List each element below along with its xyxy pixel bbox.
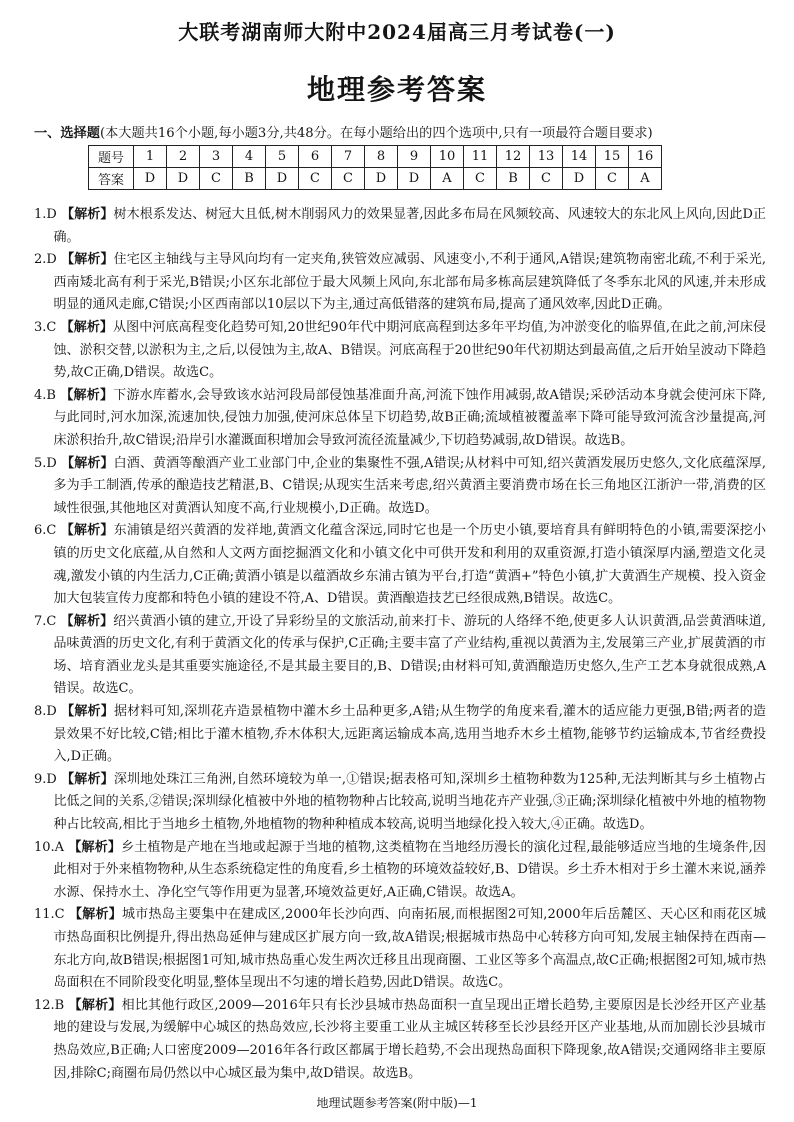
item-number: 12.B xyxy=(34,997,65,1013)
item-number: 6.C xyxy=(34,523,57,539)
list-item xyxy=(34,995,766,1085)
item-number: 8.D xyxy=(34,704,57,720)
cell-answer: C xyxy=(299,168,332,190)
item-number: 7.C xyxy=(34,613,57,629)
analysis-tag: 【解析】 xyxy=(61,455,114,471)
explanations xyxy=(34,204,766,1085)
item-text: 东浦镇是绍兴黄酒的发祥地,黄酒文化蕴含深远,同时它也是一个历史小镇,要培育具有鲜明特色的小镇,需要深挖小镇的历史文化底蕴,从自然和人文两方面挖掘酒文化和小镇文化中可供开发和利用的双重资源,打造小镇深厚内涵,塑造文化灵魂,激发小镇的内生活力,C正确;黄酒小镇是以蕴酒故乡东浦古镇为平台,打造“黄酒+”特色小镇,扩大黄酒生产规模、投入资金加大包装宣传力度都和特色小镇的建设不符,A、D错误。黄酒酿造技艺已经很成熟,B错误。故选C。 xyxy=(53,523,766,607)
row-label-number: 题号 xyxy=(89,146,134,168)
cell-number: 16 xyxy=(629,146,662,168)
item-text: 从图中河底高程变化趋势可知,20世纪90年代中期河底高程到达多年平均值,为冲淤变化的临界值,在此之前,河床侵蚀、淤积交替,以淤积为主,之后,以侵蚀为主,故A、B错误。河底高程于20世纪90年代初期达到最高值,之后开始呈波动下降趋势,故C正确,D错误。故选C。 xyxy=(53,319,766,381)
cell-number: 11 xyxy=(464,146,497,168)
answer-row xyxy=(89,168,662,190)
analysis-tag: 【解析】 xyxy=(61,252,114,268)
list-item xyxy=(34,385,766,453)
list-item xyxy=(34,453,766,521)
cell-answer: B xyxy=(497,168,530,190)
list-item xyxy=(34,701,766,769)
cell-number: 5 xyxy=(266,146,299,168)
question-number-row xyxy=(89,146,662,168)
item-number: 2.D xyxy=(34,252,57,268)
analysis-tag: 【解析】 xyxy=(68,997,122,1013)
cell-answer: A xyxy=(431,168,464,190)
item-number: 3.C xyxy=(34,319,57,335)
cell-number: 15 xyxy=(596,146,629,168)
cell-answer: C xyxy=(596,168,629,190)
list-item xyxy=(34,249,766,317)
cell-number: 13 xyxy=(530,146,563,168)
list-item xyxy=(34,611,766,701)
item-text: 树木根系发达、树冠大且低,树木削弱风力的效果显著,因此多布局在风频较高、风速较大的东北风上风向,因此D正确。 xyxy=(53,207,766,245)
cell-number: 10 xyxy=(431,146,464,168)
cell-answer: D xyxy=(167,168,200,190)
cell-answer: C xyxy=(200,168,233,190)
cell-answer: B xyxy=(233,168,266,190)
item-number: 10.A xyxy=(34,839,65,855)
list-item xyxy=(34,520,766,610)
analysis-tag: 【解析】 xyxy=(68,839,122,855)
list-item xyxy=(34,904,766,994)
item-text: 城市热岛主要集中在建成区,2000年长沙向西、向南拓展,而根据图2可知,2000年后岳麓区、天心区和雨花区城市热岛面积比例提升,得出热岛延伸与建成区扩展方向一致,故A错误;根据城市热岛中心转移方向可知,发展主轴保持在西南—东北方向,故B错误;根据图1可知,城市热岛重心发生两次迁移且出现商圈、工业区等多个高温点,故C正确;根据图2可知,城市热岛面积在不同阶段变化明显,整体呈现出不匀速的增长趋势,因此D错误。故选C。 xyxy=(53,907,766,991)
item-number: 11.C xyxy=(34,907,65,923)
list-item xyxy=(34,769,766,837)
cell-number: 4 xyxy=(233,146,266,168)
cell-number: 8 xyxy=(365,146,398,168)
exam-header: 大联考湖南师大附中2024届高三月考试卷(一) xyxy=(178,20,616,44)
item-text: 白酒、黄酒等酿酒产业工业部门中,企业的集聚性不强,A错误;从材料中可知,绍兴黄酒发展历史悠久,文化底蕴深厚,多为手工制酒,传承的酿造技艺精湛,B、C错误;从现实生活来考虑,绍兴黄酒主要消费市场在长三角地区江浙沪一带,消费的区域性很强,其他地区对黄酒认知度不高,行业规模小,D正确。故选D。 xyxy=(53,455,766,516)
cell-answer: A xyxy=(629,168,662,190)
item-text: 相比其他行政区,2009—2016年只有长沙县城市热岛面积一直呈现出正增长趋势,主要原因是长沙经开区产业基地的建设与发展,为缓解中心城区的热岛效应,长沙将主要重工业从主城区转移至长沙县经开区产业基地,从而加剧长沙县城市热岛效应,B正确;人口密度2009—2016年各行政区都属于增长趋势,不会出现热岛面积下降现象,故A错误;交通网络非主要原因,排除C;商圈布局仍然以中心城区最为集中,故D错误。故选B。 xyxy=(53,997,766,1081)
cell-answer: D xyxy=(563,168,596,190)
analysis-tag: 【解析】 xyxy=(69,907,123,923)
analysis-tag: 【解析】 xyxy=(60,613,114,629)
item-number: 5.D xyxy=(34,455,57,471)
item-text: 乡土植物是产地在当地或起源于当地的植物,这类植物在当地经历漫长的演化过程,最能够适应当地的生境条件,因此相对于外来植物物种,从生态系统稳定性的角度看,乡土植物的环境效益较好,B、D错误。乡土乔木相对于乡土灌木来说,涵养水源、保持水土、净化空气等作用更为显著,环境效益更好,A正确,C错误。故选A。 xyxy=(53,839,767,900)
cell-answer: D xyxy=(266,168,299,190)
item-text: 下游水库蓄水,会导致该水站河段局部侵蚀基准面升高,河流下蚀作用减弱,故A错误;采砂活动本身就会使河床下降,与此同时,河水加深,流速加快,侵蚀力加强,使河床总体呈下切趋势,故B正确;流域植被覆盖率下降可能导致河流含沙量提高,河床淤积抬升,故C错误;沿岸引水灌溉面积增加会导致河流径流量减少,下切趋势减弱,故D错误。故选B。 xyxy=(53,387,766,448)
cell-answer: D xyxy=(365,168,398,190)
cell-number: 7 xyxy=(332,146,365,168)
cell-number: 3 xyxy=(200,146,233,168)
section-label: 一、选择题 xyxy=(34,126,100,141)
item-number: 4.B xyxy=(34,387,56,403)
cell-answer: D xyxy=(134,168,167,190)
page-title: 地理参考答案 xyxy=(306,73,487,106)
analysis-tag: 【解析】 xyxy=(61,207,114,222)
cell-answer: C xyxy=(332,168,365,190)
cell-number: 6 xyxy=(299,146,332,168)
item-text: 绍兴黄酒小镇的建立,开设了异彩纷呈的文旅活动,前来打卡、游玩的人络绎不绝,使更多人认识黄酒,品尝黄酒味道,品味黄酒的历史文化,有利于黄酒文化的传承与保护,C正确;主要丰富了产业结构,重视以黄酒为主,发展第三产业,扩展黄酒的市场、培育酒业龙头是其重要实施途径,不是其最主要目的,B、D错误;由材料可知,黄酒酿造历史悠久,生产工艺本身就很成熟,A错误。故选C。 xyxy=(53,613,766,697)
page-footer: 地理试题参考答案(附中版)—1 xyxy=(316,1096,478,1110)
row-label-answer: 答案 xyxy=(89,168,134,190)
answer-table xyxy=(88,145,662,190)
cell-number: 12 xyxy=(497,146,530,168)
analysis-tag: 【解析】 xyxy=(61,771,114,787)
analysis-tag: 【解析】 xyxy=(60,387,114,403)
cell-number: 14 xyxy=(563,146,596,168)
cell-number: 2 xyxy=(167,146,200,168)
analysis-tag: 【解析】 xyxy=(61,704,114,720)
item-text: 住宅区主轴线与主导风向均有一定夹角,狭管效应减弱、风速变小,不利于通风,A错误;建筑物南密北疏,不利于采光,西南矮北高有利于采光,B错误;小区东北部位于最大风频上风向,东北部布局多栋高层建筑降低了冬季东北风的风速,并未形成明显的通风走廊,C错误;小区西南部以10层以下为主,通过高低错落的建筑布局,提高了通风效率,因此D正确。 xyxy=(53,252,766,313)
cell-answer: D xyxy=(398,168,431,190)
list-item xyxy=(34,837,766,905)
cell-answer: C xyxy=(530,168,563,190)
item-number: 9.D xyxy=(34,771,57,787)
list-item xyxy=(34,317,766,385)
cell-number: 1 xyxy=(134,146,167,168)
section-heading xyxy=(34,122,774,141)
cell-answer: C xyxy=(464,168,497,190)
item-text: 据材料可知,深圳花卉造景植物中灌木乡土品种更多,A错;从生物学的角度来看,灌木的适应能力更强,B错;两者的造景效果不好比较,C错;相比于灌木植物,乔木体积大,远距离运输成本高,选用当地乔木乡土植物,能够节约运输成本,节省经费投入,D正确。 xyxy=(53,704,766,765)
cell-number: 9 xyxy=(398,146,431,168)
item-text: 深圳地处珠江三角洲,自然环境较为单一,①错误;据表格可知,深圳乡土植物种数为125种,无法判断其与乡土植物占比低之间的关系,②错误;深圳绿化植被中外地的植物物种占比较高,说明当地花卉产业强,③正确;深圳绿化植被中外地的植物物种占比较高,相比于当地乡土植物,外地植物的物种种植成本较高,说明当地绿化投入较大,④正确。故选D。 xyxy=(53,771,766,833)
analysis-tag: 【解析】 xyxy=(60,523,114,539)
list-item xyxy=(34,204,766,249)
analysis-tag: 【解析】 xyxy=(60,319,114,335)
section-note: (本大题共16个小题,每小题3分,共48分。在每小题给出的四个选项中,只有一项最符合题目要求) xyxy=(99,126,653,141)
item-number: 1.D xyxy=(34,207,57,222)
